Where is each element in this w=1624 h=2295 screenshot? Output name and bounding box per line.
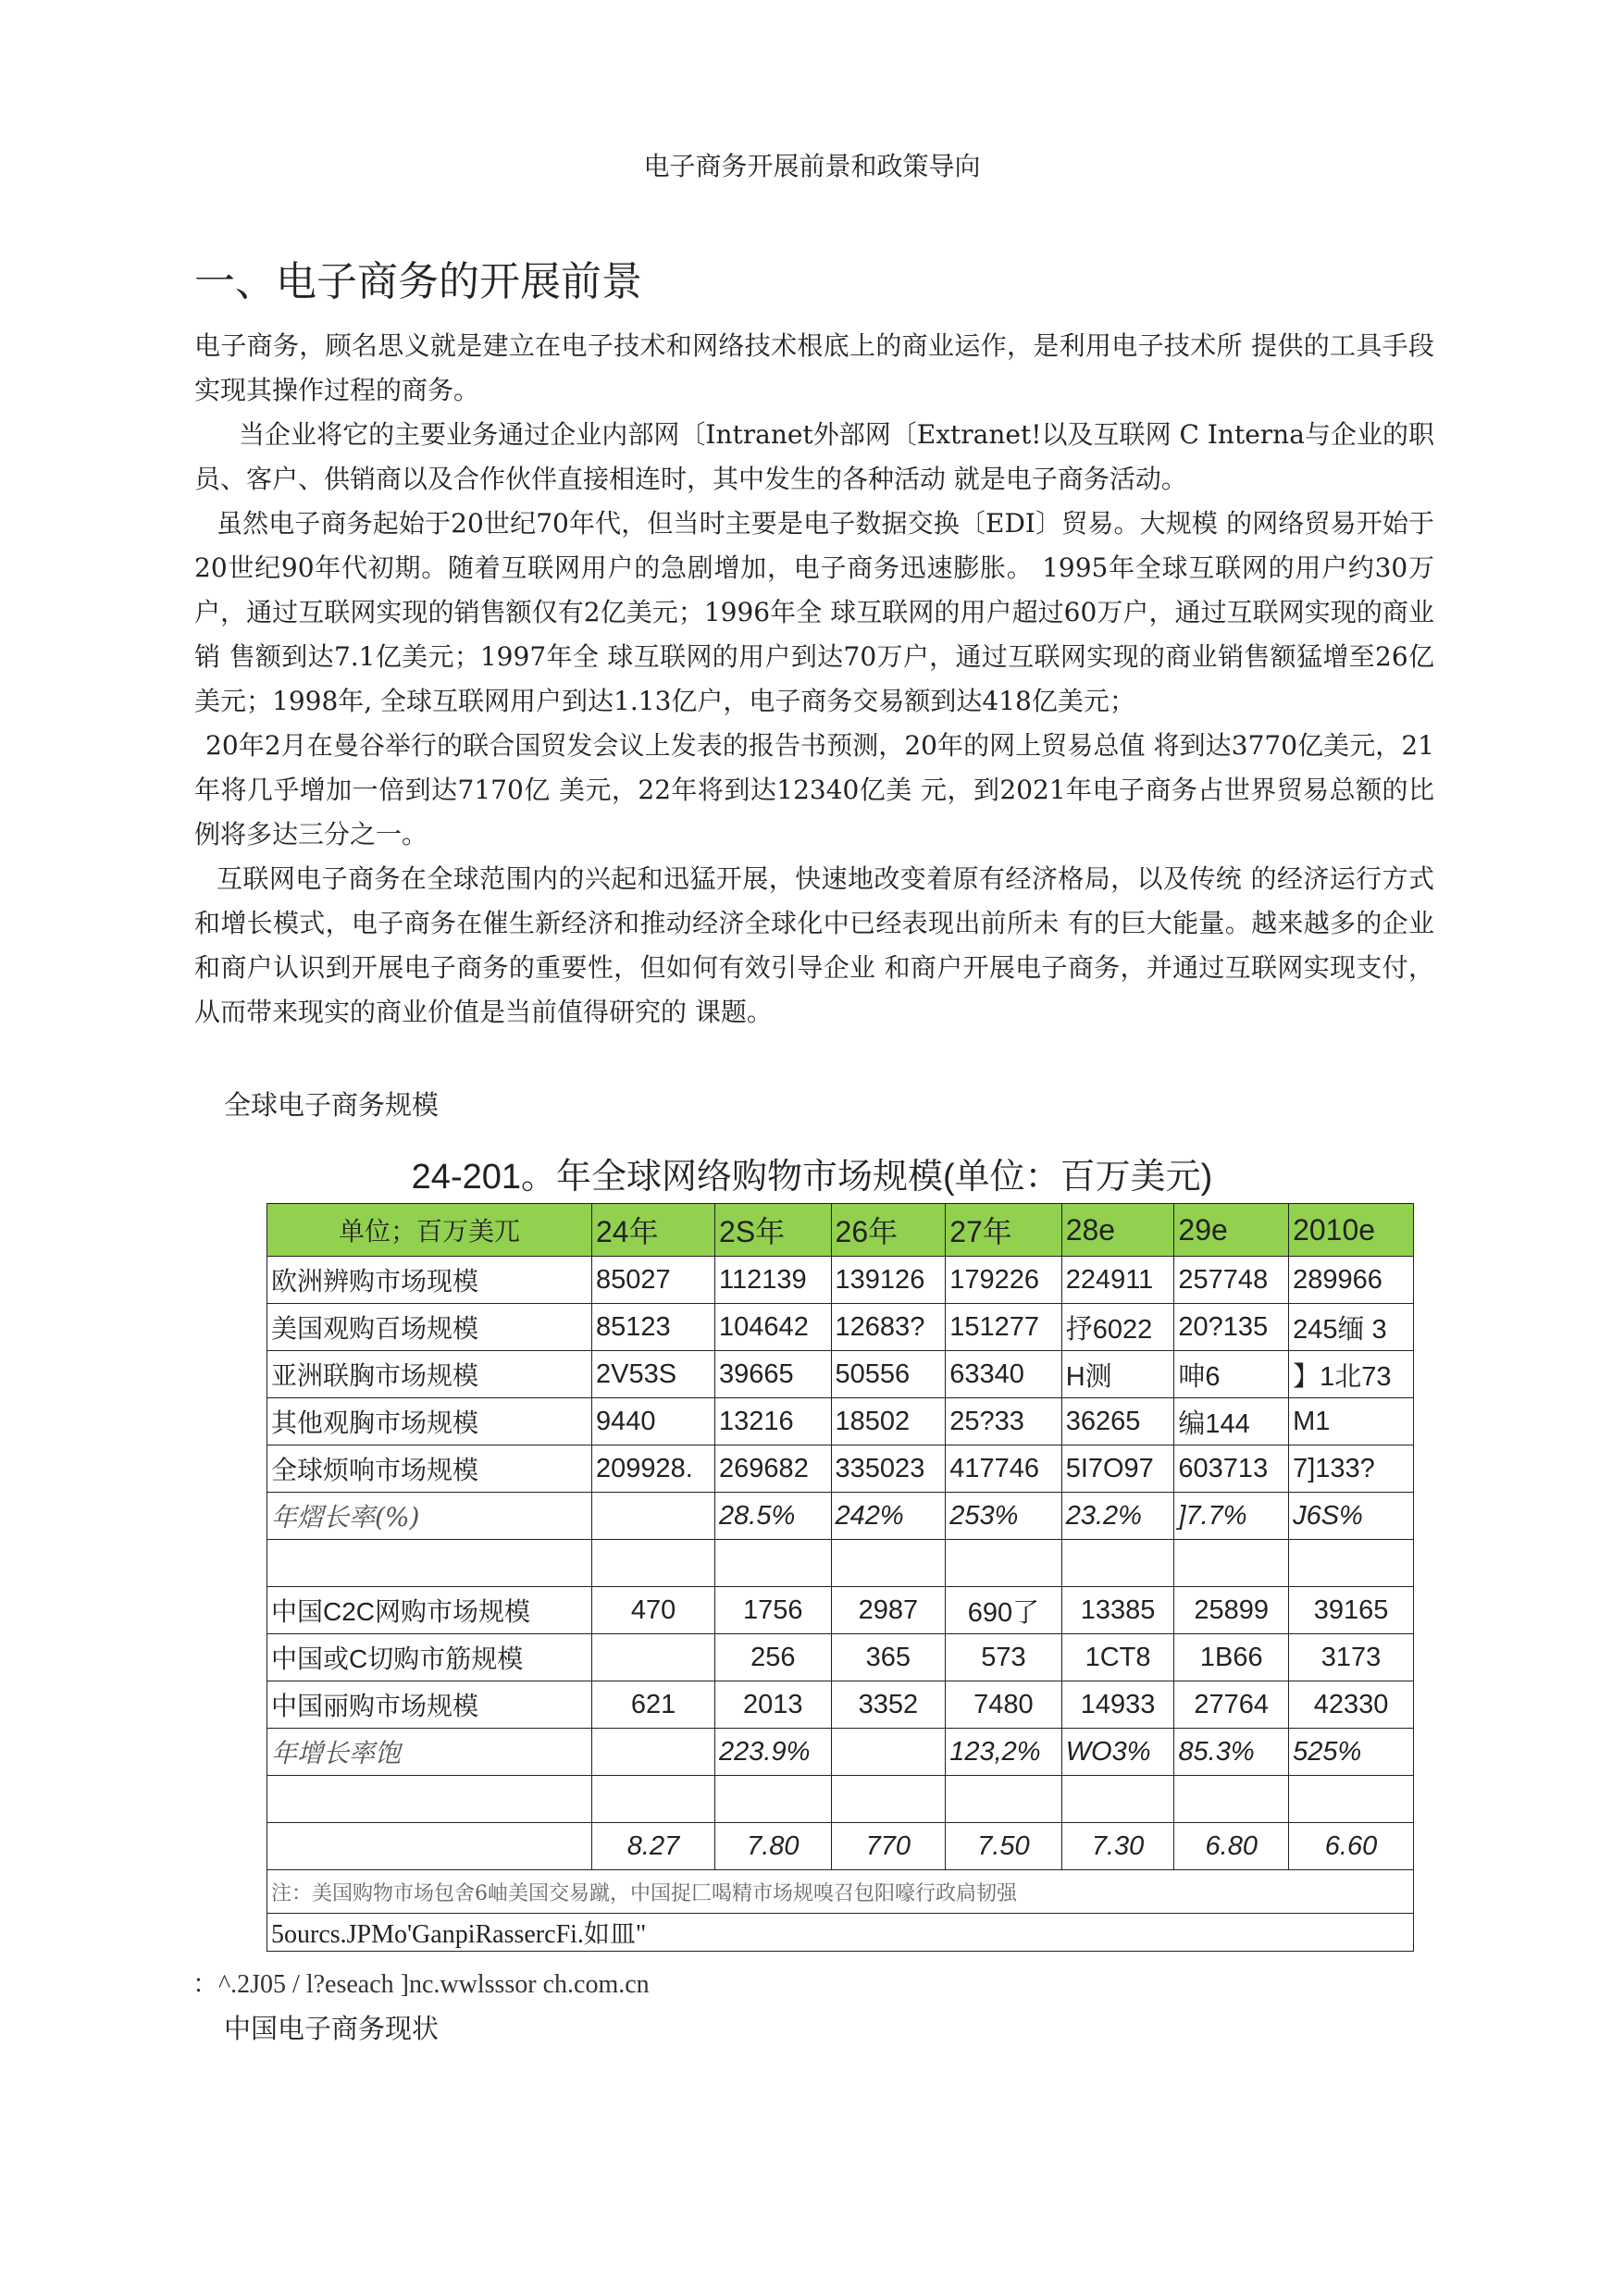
table-cell: [1061, 1540, 1174, 1587]
table-cell: 42330: [1289, 1681, 1414, 1729]
table-cell: 770: [831, 1823, 946, 1870]
row-label: [267, 1776, 592, 1823]
table-cell: [1174, 1540, 1289, 1587]
table-cell: 573: [946, 1634, 1062, 1681]
table-cell: [1289, 1540, 1414, 1587]
table-cell: 50556: [831, 1351, 946, 1398]
table-cell: 151277: [946, 1304, 1062, 1351]
row-label: 中国或C切购市筋规模: [267, 1634, 592, 1681]
paragraph-significance: 互联网电子商务在全球范围内的兴起和迅猛开展，快速地改变着原有经济格局，以及传统 的经济运行方式和增长模式，电子商务在催生新经济和推动经济全球化中已经表现出前所未 有的巨大能量。越来越多的企业和商户认识到开展电子商务的重要性，但如何有效引导企业 和商户开展电子商务，并通过互联网实现支付，从而带来现实的商业价值是当前值得研究的 课题。: [194, 863, 1434, 1027]
table-row: [267, 1587, 1414, 1634]
row-label: [267, 1540, 592, 1587]
table-cell: 245缅 3: [1289, 1304, 1414, 1351]
row-label: 年增长率饱: [267, 1729, 592, 1776]
table-cell: 242%: [831, 1493, 946, 1540]
row-label: 中国丽购市场规模: [267, 1681, 592, 1729]
table-row: [267, 1304, 1414, 1351]
table-cell: 18502: [831, 1398, 946, 1445]
table-cell: 525%: [1289, 1729, 1414, 1776]
table-cell: 85.3%: [1174, 1729, 1289, 1776]
market-size-table: [267, 1203, 1414, 1952]
table-cell: [831, 1540, 946, 1587]
table-cell: 3173: [1289, 1634, 1414, 1681]
table-header-cell: 28e: [1061, 1204, 1174, 1257]
table-row: [267, 1634, 1414, 1681]
row-label: 美国观购百场规模: [267, 1304, 592, 1351]
table-cell: 7.50: [946, 1823, 1062, 1870]
table-cell: 14933: [1061, 1681, 1174, 1729]
table-cell: 3352: [831, 1681, 946, 1729]
table-cell: 25899: [1174, 1587, 1289, 1634]
table-cell: 2987: [831, 1587, 946, 1634]
table-cell: [1061, 1776, 1174, 1823]
table-source-row: [267, 1914, 1414, 1952]
table-cell: 112139: [715, 1257, 832, 1304]
table-row: [267, 1823, 1414, 1870]
document-title: 电子商务开展前景和政策导向: [643, 151, 981, 181]
table-cell: 呻6: [1174, 1351, 1289, 1398]
table-row: [267, 1445, 1414, 1493]
table-cell: 1CT8: [1061, 1634, 1174, 1681]
table-cell: 7.80: [715, 1823, 832, 1870]
table-cell: 223.9%: [715, 1729, 832, 1776]
table-cell: 39165: [1289, 1587, 1414, 1634]
caption-china-status: 中国电子商务现状: [224, 2013, 440, 2044]
table-cell: 2013: [715, 1681, 832, 1729]
table-cell: 8.27: [592, 1823, 715, 1870]
paragraph-intranet: 当企业将它的主要业务通过企业内部网〔Intranet外部网〔Extranet!以及互联网 C Interna与企业的职员、客户、供销商以及合作伙伴直接相连时，其中发生的各种活动 就是电子商务活动。: [194, 419, 1434, 494]
table-cell: [592, 1634, 715, 1681]
table-cell: 85027: [592, 1257, 715, 1304]
table-cell: 23.2%: [1061, 1493, 1174, 1540]
table-note-row: [267, 1870, 1414, 1914]
table-cell: WO3%: [1061, 1729, 1174, 1776]
row-label: [267, 1823, 592, 1870]
table-cell: 编144: [1174, 1398, 1289, 1445]
table-cell: 63340: [946, 1351, 1062, 1398]
table-cell: [831, 1729, 946, 1776]
table-cell: 39665: [715, 1351, 832, 1398]
table-cell: [831, 1776, 946, 1823]
table-title: 24-201。年全球网络购物市场规模(单位：百万美元): [411, 1158, 1213, 1197]
table-row: [267, 1351, 1414, 1398]
table-header-cell: 27年: [946, 1204, 1062, 1257]
table-cell: 621: [592, 1681, 715, 1729]
table-source: 5ourcs.JPMo'GanpiRassercFi.如皿": [267, 1914, 1414, 1952]
caption-global-scale: 全球电子商务规模: [224, 1089, 440, 1121]
source-line: ：^.2J05 / l?eseach ]nc.wwlsssor ch.com.cn: [192, 1970, 650, 1999]
table-header-cell: 24年: [592, 1204, 715, 1257]
table-cell: 104642: [715, 1304, 832, 1351]
table-cell: [1174, 1776, 1289, 1823]
table-cell: 28.5%: [715, 1493, 832, 1540]
table-note: 注：美国购物市场包舍6岫美国交易蹴，中国捉匚喝精市场规嗅召包阳嚎行政扃韧强: [267, 1870, 1414, 1914]
table-cell: 603713: [1174, 1445, 1289, 1493]
table-row: [267, 1493, 1414, 1540]
table-cell: 36265: [1061, 1398, 1174, 1445]
table-cell: 27764: [1174, 1681, 1289, 1729]
table-cell: J6S%: [1289, 1493, 1414, 1540]
table-cell: [715, 1776, 832, 1823]
table-cell: [592, 1540, 715, 1587]
table-cell: 25?33: [946, 1398, 1062, 1445]
row-label: 其他观胸市场规模: [267, 1398, 592, 1445]
table-row: [267, 1398, 1414, 1445]
table-cell: 12683?: [831, 1304, 946, 1351]
table-cell: [715, 1540, 832, 1587]
table-cell: [592, 1776, 715, 1823]
table-cell: M1: [1289, 1398, 1414, 1445]
table-cell: 690了: [946, 1587, 1062, 1634]
table-cell: 13385: [1061, 1587, 1174, 1634]
section-heading: 一、电子商务的开展前景: [194, 258, 642, 305]
row-label: 年熠长率(%): [267, 1493, 592, 1540]
table-header-cell: 单位；百万美兀: [267, 1204, 592, 1257]
table-cell: 7]133?: [1289, 1445, 1414, 1493]
table-cell: 256: [715, 1634, 832, 1681]
row-label: 全球烦响市场规模: [267, 1445, 592, 1493]
table-cell: 抒6022: [1061, 1304, 1174, 1351]
table-cell: H测: [1061, 1351, 1174, 1398]
table-cell: 7480: [946, 1681, 1062, 1729]
table-row: [267, 1540, 1414, 1587]
table-row: [267, 1681, 1414, 1729]
table-cell: 417746: [946, 1445, 1062, 1493]
table-cell: 139126: [831, 1257, 946, 1304]
table-cell: 269682: [715, 1445, 832, 1493]
table-row: [267, 1257, 1414, 1304]
table-cell: 7.30: [1061, 1823, 1174, 1870]
table-row: [267, 1729, 1414, 1776]
table-cell: 209928.: [592, 1445, 715, 1493]
body-text: [194, 324, 1434, 1035]
paragraph-forecast: 20年2月在曼谷举行的联合国贸发会议上发表的报告书预测，20年的网上贸易总值 将到达3770亿美元，21年将几乎增加一倍到达7170亿 美元，22年将到达12340亿美 元，到2021年电子商务占世界贸易总额的比例将多达三分之一。: [194, 730, 1434, 850]
table-cell: 335023: [831, 1445, 946, 1493]
table-header-cell: 29e: [1174, 1204, 1289, 1257]
table-cell: 123,2%: [946, 1729, 1062, 1776]
table-cell: 253%: [946, 1493, 1062, 1540]
table-header-cell: 2010e: [1289, 1204, 1414, 1257]
paragraph-history: 虽然电子商务起始于20世纪70年代，但当时主要是电子数据交换〔EDI〕贸易。大规模 的网络贸易开始于20世纪90年代初期。随着互联网用户的急剧增加，电子商务迅速膨胀。 1995年全球互联网的用户约30万户，通过互联网实现的销售额仅有2亿美元；1996年全 球互联网的用户超过60万户，通过互联网实现的商业销 售额到达7.1亿美元；1997年全 球互联网的用户到达70万户，通过互联网实现的商业销售额猛增至26亿美元；1998年, 全球互联网用户到达1.13亿户，电子商务交易额到达418亿美元；: [194, 508, 1434, 716]
table-cell: 289966: [1289, 1257, 1414, 1304]
table-cell: [946, 1776, 1062, 1823]
table-cell: 20?135: [1174, 1304, 1289, 1351]
paragraph-definition: 电子商务，顾名思义就是建立在电子技术和网络技术根底上的商业运作，是利用电子技术所 提供的工具手段实现其操作过程的商务。: [194, 330, 1434, 405]
row-label: 中国C2C网购市场规模: [267, 1587, 592, 1634]
table-cell: 13216: [715, 1398, 832, 1445]
table-cell: 470: [592, 1587, 715, 1634]
table-cell: 】1北73: [1289, 1351, 1414, 1398]
table-cell: [946, 1540, 1062, 1587]
table-cell: 85123: [592, 1304, 715, 1351]
table-cell: [592, 1493, 715, 1540]
table-cell: 1B66: [1174, 1634, 1289, 1681]
table-cell: 2V53S: [592, 1351, 715, 1398]
table-cell: 257748: [1174, 1257, 1289, 1304]
table-header-cell: 2S年: [715, 1204, 832, 1257]
table-cell: 224911: [1061, 1257, 1174, 1304]
table-cell: [1289, 1776, 1414, 1823]
table-cell: 6.80: [1174, 1823, 1289, 1870]
row-label: 欧洲辨购市场现模: [267, 1257, 592, 1304]
table-cell: 179226: [946, 1257, 1062, 1304]
row-label: 亚洲联胸市场规模: [267, 1351, 592, 1398]
table-row: [267, 1776, 1414, 1823]
table-cell: 9440: [592, 1398, 715, 1445]
table-cell: [592, 1729, 715, 1776]
table-cell: 5I7O97: [1061, 1445, 1174, 1493]
table-cell: ]7.7%: [1174, 1493, 1289, 1540]
table-cell: 365: [831, 1634, 946, 1681]
table-cell: 6.60: [1289, 1823, 1414, 1870]
table-cell: 1756: [715, 1587, 832, 1634]
table-header-row: [267, 1204, 1414, 1257]
table-header-cell: 26年: [831, 1204, 946, 1257]
